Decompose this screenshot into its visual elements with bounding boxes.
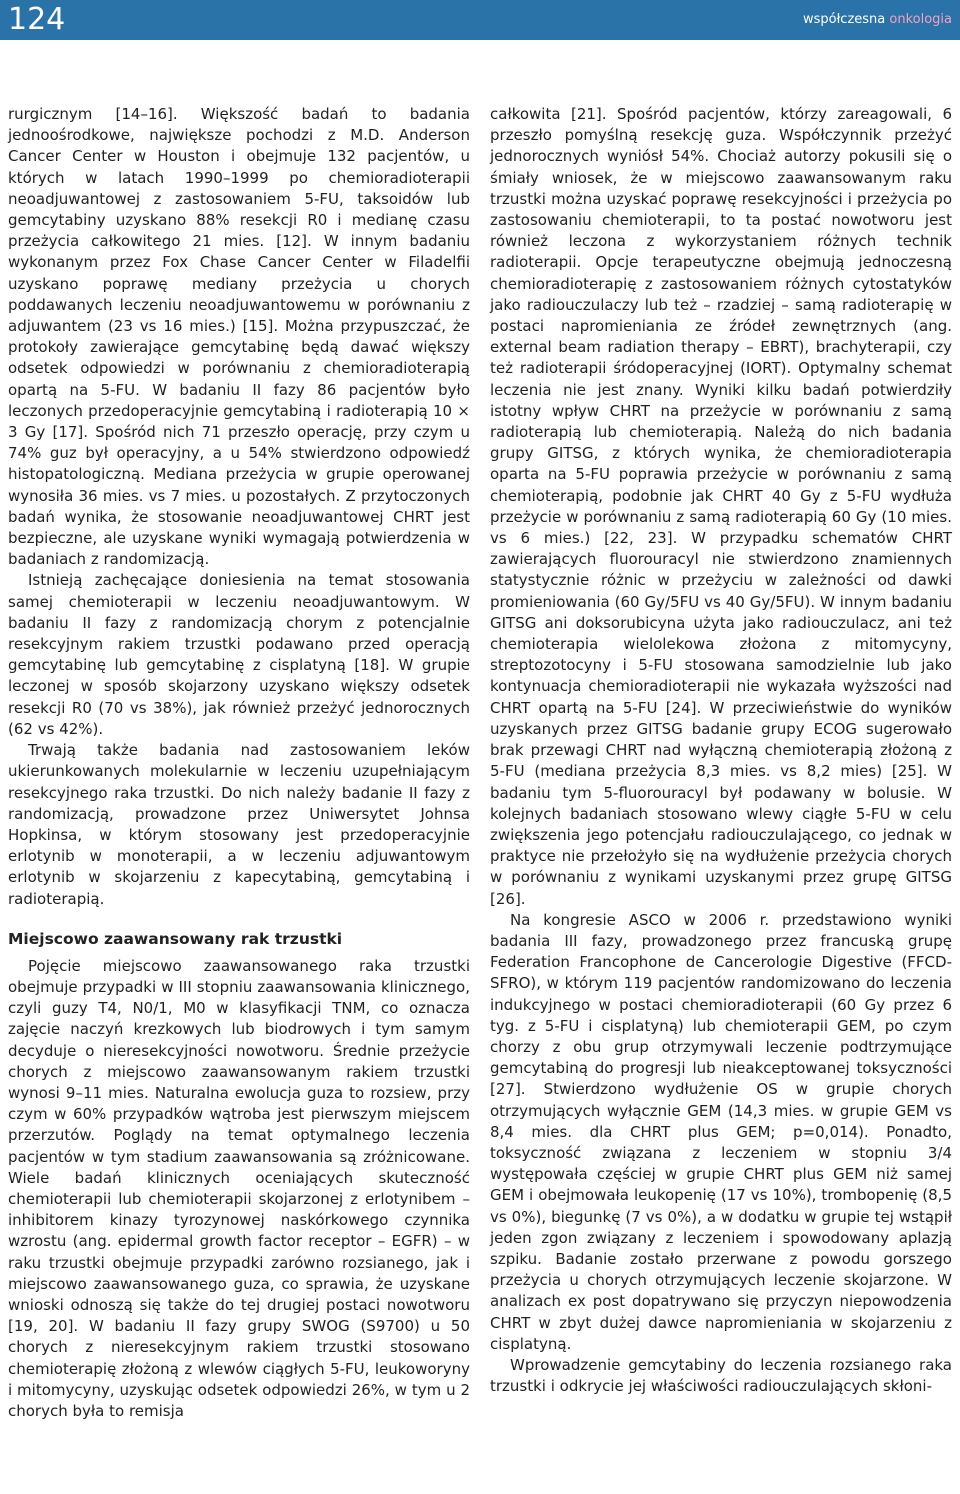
page-header xyxy=(0,0,960,40)
right-paragraph-1: całkowita [21]. Spośród pacjentów, którzy zareagowali, 6 przeszło pomyślną resekcję guza. Współczynnik przeżyć jednorocznych wyniósł 54%. Chociaż autorzy pokusili się o śmiały wniosek, że w miejscowo zaawansowanym raku trzustki można uzyskać poprawę resekcyjności i przeżycia po zastosowaniu chemioterapii, to ta postać nowotworu jest również leczona z wykorzystaniem różnych technik radioterapii. Opcje terapeutyczne obejmują jednoczesną chemioradioterapię z zastosowaniem różnych cytostatyków jako radiouczulaczy lub też – rzadziej – samą radioterapię w postaci napromieniania ze źródeł zewnętrznych (ang. external beam radiation therapy – EBRT), brachyterapii, czy też radioterapii śródoperacyjnej (IORT). Optymalny schemat leczenia nie jest znany. Wyniki kilku badań potwierdziły istotny wpływ CHRT na przeżycie w porównaniu z samą radioterapią lub chemioterapią. Należą do nich badania grupy GITSG, z których wynika, że chemioradioterapia oparta na 5-FU poprawia przeżycie w porównaniu z samą chemioterapią, podobnie jak CHRT 40 Gy z 5-FU wydłuża przeżycie w porównaniu z samą radioterapią 60 Gy (10 mies. vs 6 mies.) [22, 23]. W przypadku schematów CHRT zawierających fluorouracyl nie stwierdzono znamiennych statystycznie różnic w przeżyciu w zależności od dawki promieniowania (60 Gy/5FU vs 40 Gy/5FU). W innym badaniu GITSG ani doksorubicyna użyta jako radiouczulacz, ani też chemioterapia wielolekowa złożona z mitomycyny, streptozotocyny i 5-FU stosowana samodzielnie lub jako kontynuacja chemioradioterapii nie wykazała wyższości nad CHRT opartą na 5-FU [24]. W przeciwieństwie do wyników uzyskanych przez GITSG badanie grupy ECOG sugerowało brak przewagi CHRT nad wyłączną chemioterapią złożoną z 5-FU (mediana przeżycia 8,3 mies. vs 8,2 mies) [25]. W badaniu tym 5-fluorouracyl był podawany w bolusie. W kolejnych badaniach stosowano wlewy ciągłe 5-FU w celu zwiększenia jego potencjału radiouczulającego, co jednak w praktyce nie przełożyło się na wydłużenie przeżycia chorych w porównaniu z wynikami uzyskanymi przez grupę GITSG [26]. xyxy=(490,105,952,908)
section-heading: Miejscowo zaawansowany rak trzustki xyxy=(8,929,343,948)
right-paragraph-2: Na kongresie ASCO w 2006 r. przedstawiono wyniki badania III fazy, prowadzonego przez francuską grupę Federation Francophone de Cancerologie Digestive (FFCD-SFRO), w którym 119 pacjentów randomizowano do leczenia indukcyjnego w postaci chemioradioterapii (60 Gy przez 6 tyg. z 5-FU i cisplatyną) lub chemioterapii GEM, po czym chorzy z obu grup otrzymywali leczenie podtrzymujące gemcytabiną do progresji lub nieakceptowanej toksyczności [27]. Stwierdzono wydłużenie OS w grupie chorych otrzymujących wyłącznie GEM (14,3 mies. w grupie GEM vs 8,4 mies. dla CHRT plus GEM; p=0,014). Ponadto, toksyczność związana z leczeniem w stopniu 3/4 występowała częściej w grupie CHRT plus GEM niż samej GEM i obejmowała leukopenię (17 vs 10%), trombopenię (8,5 vs 0%), biegunkę (7 vs 0%), a w dodatku w grupie tej wstąpił jeden zgon związany z leczeniem i spowodowany aplazją szpiku. Badanie zostało przerwane z powodu gorszego przeżycia u chorych otrzymujących leczenie skojarzone. W analizach ex post dopatrywano się przyczyn niepowodzenia CHRT w zbyt dużej dawce napromieniania w skojarzeniu z cisplatyną. xyxy=(490,910,952,1353)
right-paragraph-3: Wprowadzenie gemcytabiny do leczenia rozsianego raka trzustki i odkrycie jej właściwości radiouczulających skłoni- xyxy=(490,1355,952,1396)
left-paragraph-2: Istnieją zachęcające doniesienia na temat stosowania samej chemioterapii w leczeniu neoadjuwantowym. W badaniu II fazy z randomizacją chorym z potencjalnie resekcyjnym rakiem trzustki podawano przed operacją gemcytabinę lub gemcytabinę z cisplatyną [18]. W grupie leczonej w sposób skojarzony uzyskano większy odsetek resekcji R0 (70 vs 38%), jak również przeżyć jednorocznych (62 vs 42%). xyxy=(8,571,470,738)
journal-name-prefix: współczesna xyxy=(803,12,890,27)
journal-name xyxy=(803,0,952,40)
left-paragraph-3: Trwają także badania nad zastosowaniem leków ukierunkowanych molekularnie w leczeniu uzupełniającym resekcyjnego raka trzustki. Do nich należy badanie II fazy z randomizacją, prowadzone przez Uniwersytet Johnsa Hopkinsa, w którym stosowany jest przedoperacyjnie erlotynib w monoterapii, a w leczeniu adjuwantowym erlotynib w skojarzeniu z kapecytabiną, gemcytabiną i radioterapią. xyxy=(8,741,470,908)
left-column xyxy=(8,104,470,1422)
left-paragraph-1: rurgicznym [14–16]. Większość badań to badania jednoośrodkowe, największe pochodzi z M.D. Anderson Cancer Center w Houston i obejmuje 132 pacjentów, u których w latach 1990–1999 po chemioradioterapii neoadjuwantowej z zastosowaniem 5-FU, taksoidów lub gemcytabiny uzyskano 88% resekcji R0 i medianę czasu przeżycia całkowitego 21 mies. [12]. W innym badaniu wykonanym przez Fox Chase Cancer Center w Filadelfii uzyskano poprawę mediany przeżycia u chorych poddawanych leczeniu neoadjuwantowemu w porównaniu z adjuwantem (23 vs 16 mies.) [15]. Można przypuszczać, że protokoły zawierające gemcytabinę będą dawać większy odsetek odpowiedzi w porównaniu z chemioradioterapią opartą na 5-FU. W badaniu II fazy 86 pacjentów było leczonych przedoperacyjnie gemcytabiną i radioterapią 10 × 3 Gy [17]. Spośród nich 71 przeszło operację, przy czym u 74% guz był operacyjny, a u 54% stwierdzono odpowiedź histopatologiczną. Mediana przeżycia w grupie operowanej wynosiła 36 mies. vs 7 mies. u pozostałych. Z przytoczonych badań wynika, że stosowanie neoadjuwantowej CHRT jest bezpieczne, ale uzyskane wyniki wymagają potwierdzenia w badaniach z randomizacją. xyxy=(8,105,470,569)
journal-name-accent: onkologia xyxy=(889,12,952,27)
right-column xyxy=(490,104,952,1397)
page-number: 124 xyxy=(8,2,66,37)
left-paragraph-4: Pojęcie miejscowo zaawansowanego raka trzustki obejmuje przypadki w III stopniu zaawansowania klinicznego, czyli guzy T4, N0/1, M0 w klasyfikacji TNM, co oznacza zajęcie naczyń krezkowych lub biodrowych i tym samym decyduje o nieresekcyjności nowotworu. Średnie przeżycie chorych z miejscowo zaawansowanym rakiem trzustki wynosi 9–11 mies. Naturalna ewolucja guza to rozsiew, przy czym w 60% przypadków wątroba jest pierwszym miejscem przerzutów. Poglądy na temat optymalnego leczenia pacjentów w tym stadium zaawansowania są zróżnicowane. Wiele badań klinicznych oceniających skuteczność chemioterapii lub chemioterapii skojarzonej z erlotynibem – inhibitorem kinazy tyrozynowej naskórkowego czynnika wzrostu (ang. epidermal growth factor receptor – EGFR) – w raku trzustki obejmuje przypadki zarówno rozsianego, jak i miejscowo zaawansowanego guza, co sprawia, że uzyskane wnioski odnoszą się także do tej drugiej postaci nowotworu [19, 20]. W badaniu II fazy grupy SWOG (S9700) u 50 chorych z nieresekcyjnym rakiem trzustki stosowano chemioterapię złożoną z wlewów ciągłych 5-FU, leukoworyny i mitomycyny, uzyskując odsetek odpowiedzi 26%, w tym u 2 chorych była to remisja xyxy=(8,956,470,1420)
